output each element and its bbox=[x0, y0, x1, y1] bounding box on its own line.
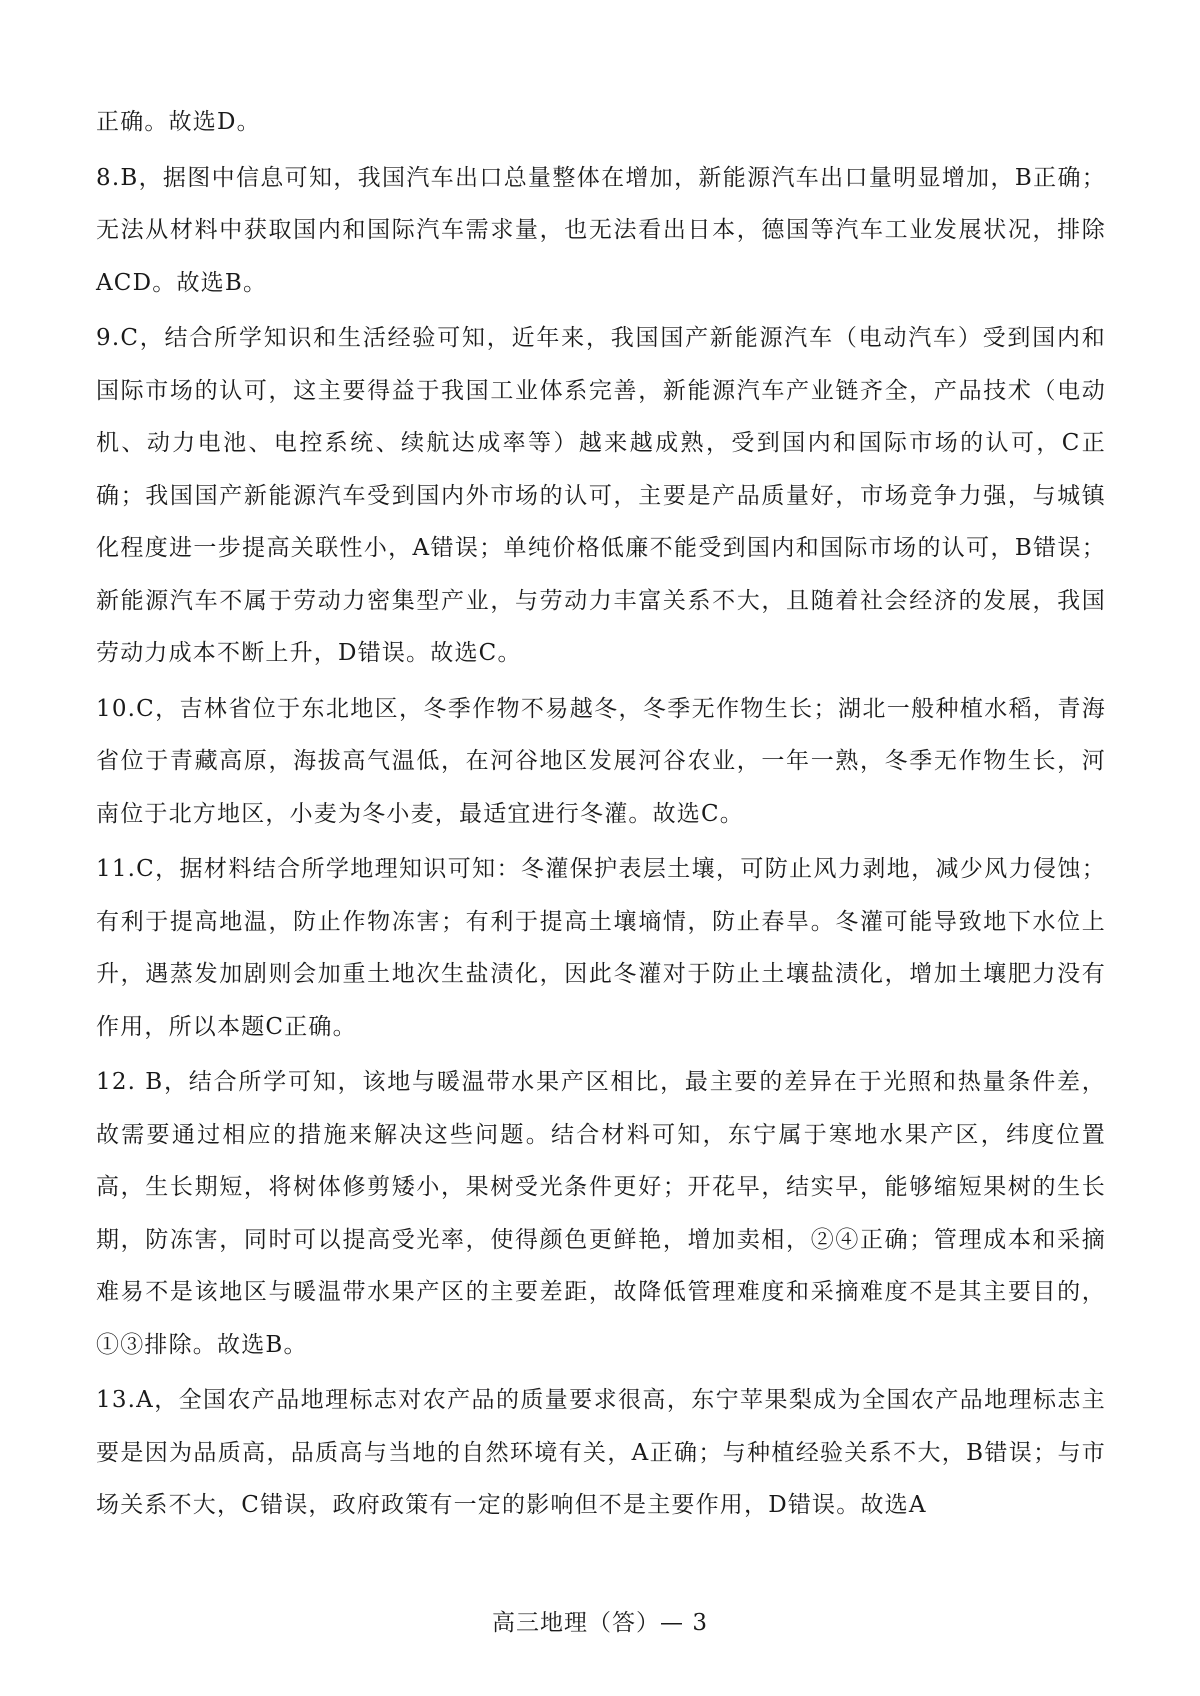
answer-paragraph-12: 12. B，结合所学可知，该地与暖温带水果产区相比，最主要的差异在于光照和热量条件差，故需要通过相应的措施来解决这些问题。结合材料可知，东宁属于寒地水果产区，纬度位置高，生长期短，将树体修剪矮小，果树受光条件更好；开花早，结实早，能够缩短果树的生长期，防冻害，同时可以提高受光率，使得颜色更鲜艳，增加卖相，②④正确；管理成本和采摘难易不是该地区与暖温带水果产区的主要差距，故降低管理难度和采摘难度不是其主要目的，①③排除。故选B。 bbox=[96, 1069, 1106, 1358]
answer-paragraph-8: 8.B，据图中信息可知，我国汽车出口总量整体在增加，新能源汽车出口量明显增加，B正确；无法从材料中获取国内和国际汽车需求量，也无法看出日本，德国等汽车工业发展状况，排除ACD。故选B。 bbox=[96, 164, 1106, 296]
answer-paragraph-9: 9.C，结合所学知识和生活经验可知，近年来，我国国产新能源汽车（电动汽车）受到国内和国际市场的认可，这主要得益于我国工业体系完善，新能源汽车产业链齐全，产品技术（电动机、动力电池、电控系统、续航达成率等）越来越成熟，受到国内和国际市场的认可，C正确；我国国产新能源汽车受到国内外市场的认可，主要是产品质量好，市场竞争力强，与城镇化程度进一步提高关联性小，A错误；单纯价格低廉不能受到国内和国际市场的认可，B错误；新能源汽车不属于劳动力密集型产业，与劳动力丰富关系不大，且随着社会经济的发展，我国劳动力成本不断上升，D错误。故选C。 bbox=[96, 325, 1106, 666]
page-footer: 高三地理（答）— 3 bbox=[492, 1610, 708, 1636]
answer-paragraph-13: 13.A，全国农产品地理标志对农产品的质量要求很高，东宁苹果梨成为全国农产品地理标志主要是因为品质高，品质高与当地的自然环境有关，A正确；与种植经验关系不大，B错误；与市场关系不大，C错误，政府政策有一定的影响但不是主要作用，D错误。故选A bbox=[96, 1387, 1106, 1518]
answer-paragraph-11: 11.C，据材料结合所学地理知识可知：冬灌保护表层土壤，可防止风力剥地，减少风力侵蚀；有利于提高地温，防止作物冻害；有利于提高土壤墒情，防止春旱。冬灌可能导致地下水位上升，遇蒸发加剧则会加重土地次生盐渍化，因此冬灌对于防止土壤盐渍化，增加土壤肥力没有作用，所以本题C正确。 bbox=[96, 856, 1106, 1040]
answer-paragraph-10: 10.C，吉林省位于东北地区，冬季作物不易越冬，冬季无作物生长；湖北一般种植水稻，青海省位于青藏高原，海拔高气温低，在河谷地区发展河谷农业，一年一熟，冬季无作物生长，河南位于北方地区，小麦为冬小麦，最适宜进行冬灌。故选C。 bbox=[96, 695, 1106, 827]
answer-text-body bbox=[96, 96, 1106, 1535]
answer-paragraph-7-end: 正确。故选D。 bbox=[96, 109, 261, 135]
